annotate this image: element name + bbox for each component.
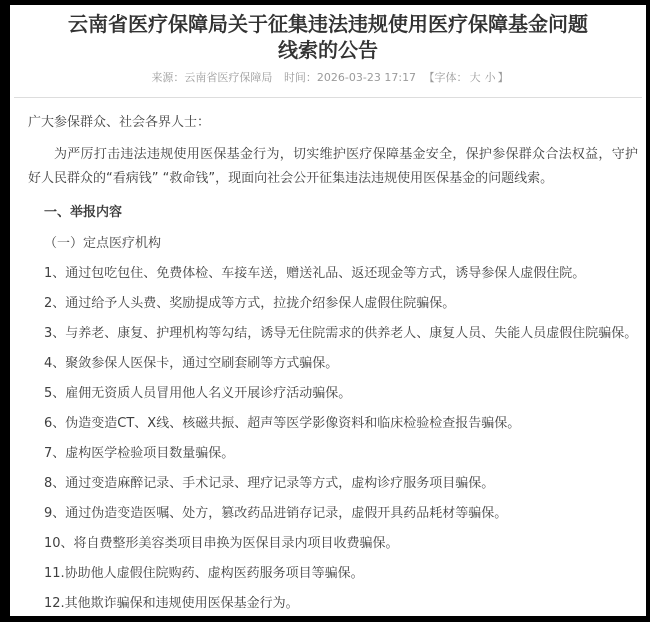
report-item: 11.协助他人虚假住院购药、虚构医药服务项目等骗保。 — [44, 566, 364, 581]
report-item: 9、通过伪造变造医嘱、处方，篡改药品进销存记录，虚假开具药品耗材等骗保。 — [44, 506, 508, 521]
report-item: 6、伪造变造CT、X线、核磁共振、超声等医学影像资料和临床检验检查报告骗保。 — [44, 416, 521, 431]
page-title: 云南省医疗保障局关于征集违法违规使用医疗保障基金问题线索的公告 — [68, 12, 588, 62]
header-divider — [14, 97, 642, 98]
font-size-label: 【字体： — [423, 71, 468, 84]
salutation: 广大参保群众、社会各界人士： — [28, 115, 211, 130]
report-item: 2、通过给予人头费、奖励提成等方式，拉拢介绍参保人虚假住院骗保。 — [44, 296, 456, 311]
report-item: 12.其他欺诈骗保和违规使用医保基金行为。 — [44, 596, 299, 611]
article-source: 来源：云南省医疗保障局 — [151, 71, 273, 84]
report-item: 1、通过包吃包住、免费体检、车接车送，赠送礼品、返还现金等方式，诱导参保人虚假住院。 — [44, 266, 586, 281]
report-item: 5、雇佣无资质人员冒用他人名义开展诊疗活动骗保。 — [44, 386, 352, 401]
announcement-page — [10, 5, 646, 616]
article-time: 时间：2026-03-23 17:17 — [283, 71, 417, 84]
report-item: 4、聚敛参保人医保卡，通过空刷套刷等方式骗保。 — [44, 356, 339, 371]
intro-paragraph: 为严厉打击违法违规使用医保基金行为，切实维护医疗保障基金安全，保护参保群众合法权益，守护好人民群众的“看病钱” “救命钱”，现面向社会公开征集违法违规使用医保基金的问题线索。 — [28, 147, 638, 186]
section-heading-report-content: 一、举报内容 — [44, 205, 123, 220]
article-body — [10, 114, 646, 612]
report-item: 3、与养老、康复、护理机构等勾结，诱导无住院需求的供养老人、康复人员、失能人员虚假住院骗保。 — [44, 326, 638, 341]
report-item: 8、通过变造麻醉记录、手术记录、理疗记录等方式，虚构诊疗服务项目骗保。 — [44, 476, 495, 491]
subsection-heading-medical-institutions: （一）定点医疗机构 — [44, 236, 162, 251]
font-size-small-button[interactable]: 小 — [484, 71, 496, 84]
font-size-large-button[interactable]: 大 — [469, 71, 481, 84]
article-meta — [10, 69, 646, 85]
font-size-bracket-close: 】 — [497, 71, 509, 84]
report-item: 10、将自费整形美容类项目串换为医保目录内项目收费骗保。 — [44, 536, 399, 551]
report-item: 7、虚构医学检验项目数量骗保。 — [44, 446, 235, 461]
